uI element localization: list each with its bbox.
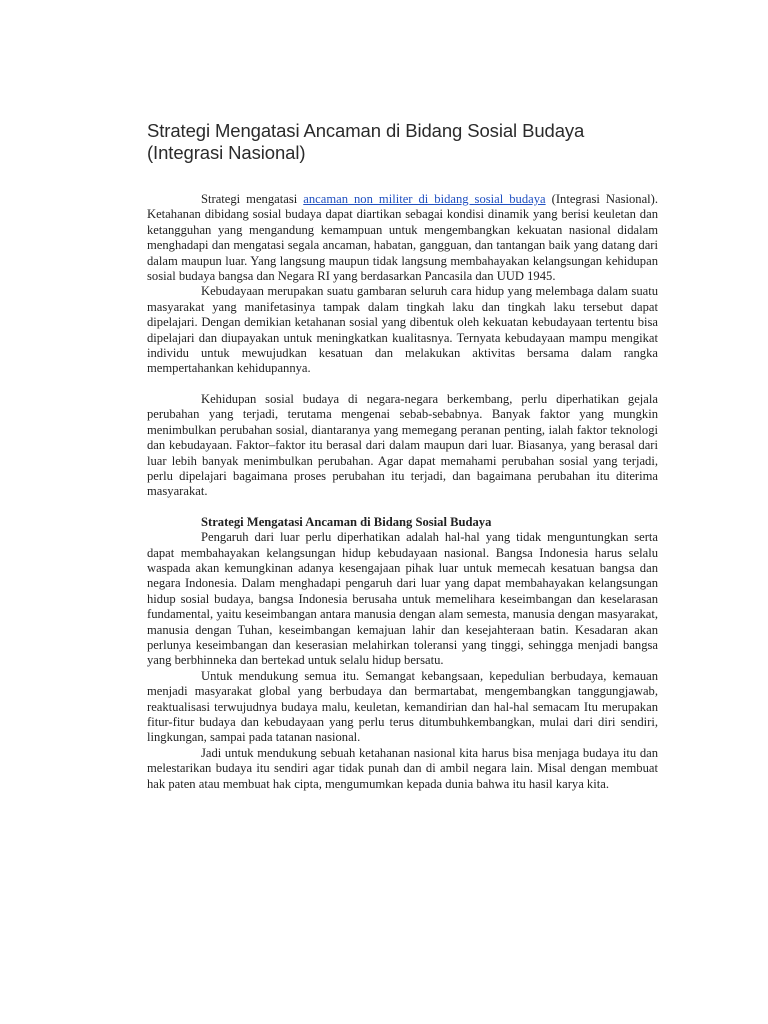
paragraph-1-rest: (Integrasi Nasional). Ketahanan dibidang sosial budaya dapat diartikan sebagai kondisi dinamik yang berisi keuletan dan ketangguhan yang mengandung kemampuan untuk mengembangkan kekuatan nasional didalam menghadapi dan mengatasi segala ancaman, habatan, gangguan, dan tantangan baik yang datang dari dalam maupun luar. Yang langsung maupun tidak langsung membahayakan kelangsungan kehidupan sosial budaya bangsa dan Negara RI yang berdasarkan Pancasila dan UUD 1945. xyxy=(147,192,658,284)
paragraph-2: Kebudayaan merupakan suatu gambaran seluruh cara hidup yang melembaga dalam suatu masyarakat yang manifetasinya tampak dalam tingkah laku dan tingkah laku tersebut dapat dipelajari. Dengan demikian ketahanan sosial yang dibentuk oleh kekuatan kebudayaan tertentu bisa dipelajari dan diupayakan untuk meningkatkan kualitasnya. Ternyata kebudayaan mampu mengikat individu untuk mewujudkan kesatuan dan melakukan aktivitas bersama dalam rangka mempertahankan kehidupannya. xyxy=(147,284,658,376)
paragraph-spacer xyxy=(147,500,658,515)
paragraph-5: Untuk mendukung semua itu. Semangat kebangsaan, kepedulian berbudaya, kemauan menjadi masyarakat global yang berbudaya dan bermartabat, mengembangkan tanggungjawab, reaktualisasi terwujudnya budaya malu, keuletan, kemandirian dan hal-hal semacam Itu merupakan fitur-fitur budaya dan kebudayaan yang perlu terus ditumbuhkembangkan, mulai dari diri sendiri, lingkungan, sampai pada tatanan nasional. xyxy=(147,668,658,745)
paragraph-1 xyxy=(147,192,658,284)
paragraph-4: Pengaruh dari luar perlu diperhatikan adalah hal-hal yang tidak menguntungkan serta dapat membahayakan kelangsungan hidup kebudayaan nasional. Bangsa Indonesia harus selalu waspada akan kemungkinan adanya kesengajaan pihak luar untuk memecah kesatuan bangsa dan negara Indonesia. Dalam menghadapi pengaruh dari luar yang dapat membahayakan kelangsungan hidup sosial budaya, bangsa Indonesia berusaha untuk memelihara keseimbangan dan keselarasan fundamental, yaitu keseimbangan antara manusia dengan alam semesta, manusia dengan masyarakat, manusia dengan Tuhan, keseimbangan kemajuan lahir dan kesejahteraan batin. Kesadaran akan perlunya keseimbangan dan keserasian melahirkan toleransi yang tinggi, sehingga menjadi bangsa yang berbhinneka dan bertekad untuk selalu hidup bersatu. xyxy=(147,530,658,668)
document-page xyxy=(147,120,658,792)
threat-link[interactable]: ancaman non militer di bidang sosial budaya xyxy=(303,192,546,206)
paragraph-spacer xyxy=(147,377,658,392)
title-line-2: (Integrasi Nasional) xyxy=(147,142,306,163)
paragraph-6: Jadi untuk mendukung sebuah ketahanan nasional kita harus bisa menjaga budaya itu dan melestarikan budaya itu sendiri agar tidak punah dan di ambil negara lain. Misal dengan membuat hak paten atau membuat hak cipta, mengumumkan kepada dunia bahwa itu hasil karya kita. xyxy=(147,745,658,791)
paragraph-3: Kehidupan sosial budaya di negara-negara berkembang, perlu diperhatikan gejala perubahan yang terjadi, terutama mengenai sebab-sebabnya. Banyak faktor yang mungkin menimbulkan perubahan sosial, diantaranya yang memegang peranan penting, ialah faktor teknologi dan kebudayaan. Faktor–faktor itu berasal dari dalam maupun dari luar. Biasanya, yang berasal dari luar lebih banyak menimbulkan perubahan. Agar dapat memahami perubahan sosial yang terjadi, perlu dipelajari bagaimana proses perubahan itu terjadi, dan bagaimana perubahan itu diterima masyarakat. xyxy=(147,391,658,499)
section-heading: Strategi Mengatasi Ancaman di Bidang Sosial Budaya xyxy=(201,514,492,529)
title-line-1: Strategi Mengatasi Ancaman di Bidang Sosial Budaya xyxy=(147,120,585,141)
paragraph-1-lead: Strategi mengatasi xyxy=(201,192,304,206)
page-title xyxy=(147,120,658,164)
